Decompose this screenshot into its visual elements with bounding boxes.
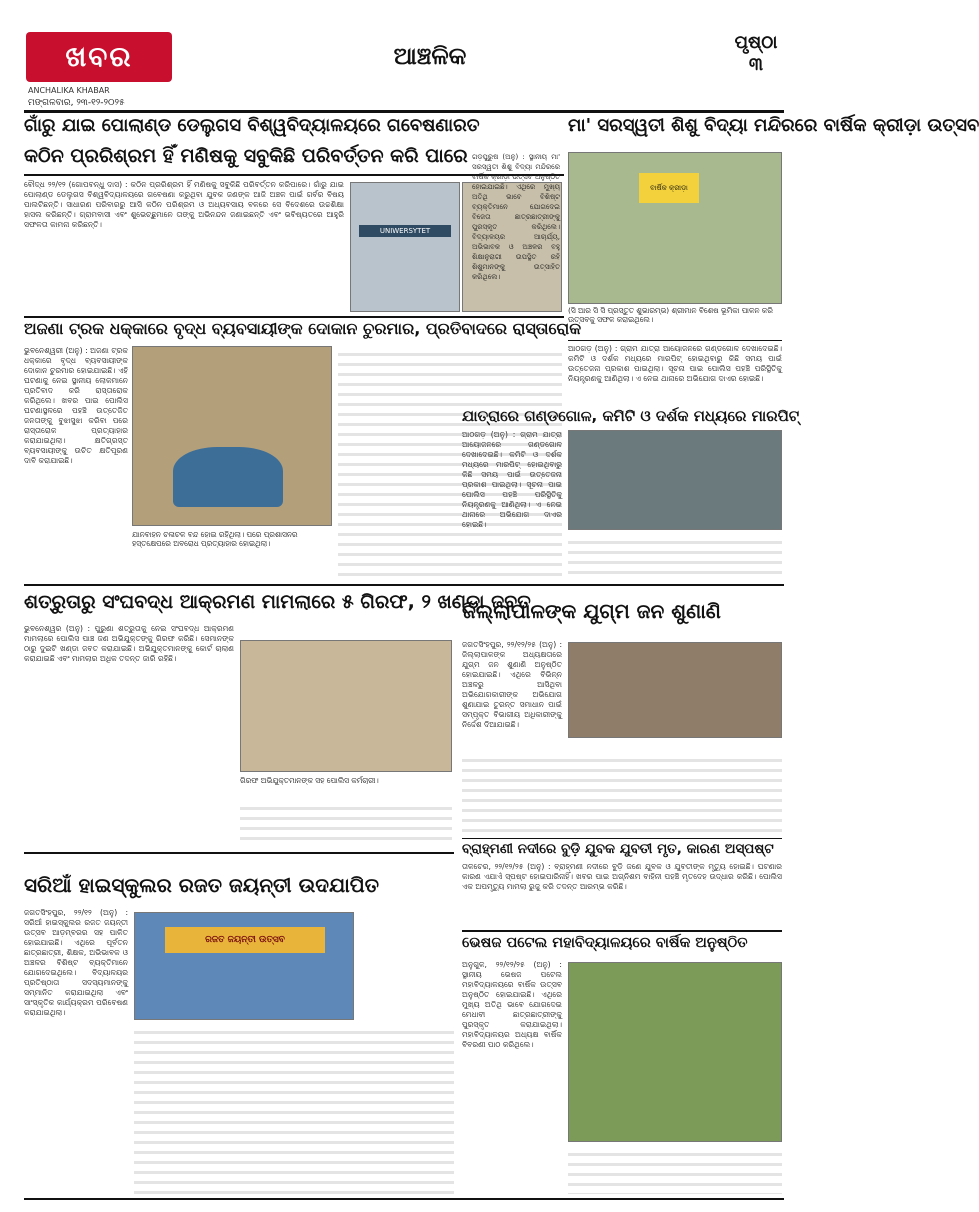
university-sign: UNIWERSYTET <box>359 225 451 237</box>
article-9-body: ଅନୁଗୁଳ, ୨୨/୧୨/୨୫ (ଅନୁ) : ସ୍ଥାନୀୟ ଭେଷଜ ପଟେଲ ମହାବିଦ୍ୟାଳୟରେ ବାର୍ଷିକ ଉତ୍ସବ ଅନୁଷ୍ଠିତ ହୋଇଯାଇଛି। ଏଥିରେ ମୁଖ୍ୟ ଅତିଥି ଭାବେ ଯୋଗଦେଇ ମେଧାବୀ ଛାତ୍ରଛାତ୍ରୀଙ୍କୁ ପୁରସ୍କୃତ କରାଯାଇଥିଲା। ମହାବିଦ୍ୟାଳୟର ଅଧ୍ୟକ୍ଷ ବାର୍ଷିକ ବିବରଣୀ ପାଠ କରିଥିଲେ। <box>462 960 562 1049</box>
article-4-body-cont <box>568 534 782 578</box>
article-5-body-cont <box>240 800 452 840</box>
rule-b <box>24 316 564 318</box>
article-3-body: ଭୁବନେଶ୍ୱରୀ (ଅନୁ) : ଅଜଣା ଟ୍ରକ ଧକ୍କାରେ ବୃଦ୍ଧ ବ୍ୟବସାୟୀଙ୍କ ଦୋକାନ ଚୁରମାର ହୋଇଯାଇଛି। ଏହି ଘଟଣାକୁ ନେଇ ସ୍ଥାନୀୟ ଲୋକମାନେ ପ୍ରତିବାଦ କରି ରାସ୍ତାରୋକ କରିଥିଲେ। ଖବର ପାଇ ପୋଲିସ ଘଟଣାସ୍ଥଳରେ ପହଞ୍ଚି ଉତ୍ତେଜିତ ଜନତାଙ୍କୁ ବୁଝାସୁଝା କରିବା ପରେ ରାସ୍ତାରୋକ ପ୍ରତ୍ୟାହାର କରାଯାଇଥିଲା। କ୍ଷତିଗ୍ରସ୍ତ ବ୍ୟବସାୟୀଙ୍କୁ ଉଚିତ କ୍ଷତିପୂରଣ ଦାବି କରାଯାଇଛି। <box>24 346 128 465</box>
article-4-headline: ଯାତ୍ରାରେ ଗଣ୍ଡଗୋଳ, କମିଟି ଓ ଦର୍ଶକ ମଧ୍ୟରେ ମାରପିଟ୍ <box>462 407 800 425</box>
article-4-photo <box>568 430 782 530</box>
article-1-headline: ଗାଁରୁ ଯାଇ ପୋଲାଣ୍ଡ ଡେଲୁଗସ ବିଶ୍ୱବିଦ୍ୟାଳୟରେ ଗବେଷଣାରତ <box>24 115 480 136</box>
article-2-caption: (ସି ଆର ସି ସି ପ୍ରସ୍ତୁତ ଶୁଭାରମ୍ଭ) ଶ୍ରୀମାନ ବିଶେଷ ଭୂମିକା ପାଳନ କରି ଉତ୍ସବକୁ ସଫଳ କରାଇଥିଲେ। <box>568 306 773 324</box>
article-4-body: ଆଠଗଡ଼ (ଅନୁ) : ଗ୍ରାମ ଯାତ୍ରା ଆୟୋଜନରେ ଗଣ୍ଡଗୋଳ ଦେଖାଦେଇଛି। କମିଟି ଓ ଦର୍ଶକ ମଧ୍ୟରେ ମାରପିଟ୍ ହୋଇଥିବାରୁ କିଛି ସମୟ ପାଇଁ ଉତ୍ତେଜନା ପ୍ରକାଶ ପାଇଥିଲା। ସୂଚନା ପାଇ ପୋଲିସ ପହଞ୍ଚି ପରିସ୍ଥିତିକୁ ନିୟନ୍ତ୍ରଣକୁ ଆଣିଥିଲା। ଏ ନେଇ ଥାନାରେ ଅଭିଯୋଗ ଦାଏର ହୋଇଛି। <box>568 344 782 383</box>
page-number-value: ୩ <box>748 54 764 75</box>
article-8-photo <box>134 912 354 1020</box>
article-7-headline: ବ୍ରାହ୍ମଣୀ ନଦୀରେ ବୁଡ଼ି ଯୁବକ ଯୁବତୀ ମୃତ, କାରଣ ଅସ୍ପଷ୍ଟ <box>462 841 774 857</box>
tarp <box>173 447 283 507</box>
article-5-photo <box>240 640 452 772</box>
issue-date: ମଙ୍ଗଳବାର, ୨୩-୧୨-୨୦୨୫ <box>28 98 125 108</box>
article-3-photo <box>132 346 332 526</box>
article-6-headline: ଜିଲ୍ଲାପାଳଙ୍କ ଯୁଗ୍ମ ଜନ ଶୁଣାଣି <box>462 599 721 623</box>
article-6-body-cont <box>462 752 782 832</box>
sports-board: ବାର୍ଷିକ କ୍ରୀଡ଼ା <box>639 173 699 203</box>
article-9-headline: ଭେଷଜ ପଟେଲ ମହାବିଦ୍ୟାଳୟରେ ବାର୍ଷିକ ଅନୁଷ୍ଠିତ <box>462 935 748 951</box>
article-3-headline: ଅଜଣା ଟ୍ରକ ଧକ୍କାରେ ବୃଦ୍ଧ ବ୍ୟବସାୟୀଙ୍କ ଦୋକାନ ଚୁରମାର, ପ୍ରତିବାଦରେ ରାସ୍ତାରୋକ <box>24 319 582 338</box>
section-title: ଆଞ୍ଚଳିକ <box>393 42 467 70</box>
article-6-photo <box>568 642 782 738</box>
page-number <box>726 32 786 76</box>
article-1-photo <box>350 182 460 312</box>
rule-d <box>24 584 784 586</box>
article-8-body-cont <box>134 1024 454 1194</box>
article-1-subhead: କଠିନ ପ୍ରରିଶ୍ରମ ହିଁ ମଣିଷକୁ ସବୁକିଛି ପରିବର୍ତ୍ତନ କରି ପାରେ <box>24 145 468 167</box>
article-2-headline: ମା' ସରସ୍ୱତୀ ଶିଶୁ ବିଦ୍ୟା ମନ୍ଦିରରେ ବାର୍ଷିକ କ୍ରୀଡ଼ା ଉତ୍ସବ <box>568 115 979 136</box>
article-8-headline: ସରିଆଁ ହାଇସ୍କୁଲର ରଜତ ଜୟନ୍ତୀ ଉଦଯାପିତ <box>24 873 379 897</box>
jubilee-banner: ରଜତ ଜୟନ୍ତୀ ଉତ୍ସବ <box>165 927 325 953</box>
article-7-body: ତାଳଚେର, ୨୨/୧୨/୨୫ (ଅନୁ) : ବ୍ରାହ୍ମଣୀ ନଦୀରେ ବୁଡ଼ି ଜଣେ ଯୁବକ ଓ ଯୁବତୀଙ୍କ ମୃତ୍ୟୁ ହୋଇଛି। ଘଟଣାର କାରଣ ଏଯାଏଁ ସ୍ପଷ୍ଟ ହୋଇପାରିନାହିଁ। ଖବର ପାଇ ଅଗ୍ନିଶମ ବାହିନୀ ପହଞ୍ଚି ମୃତଦେହ ଉଦ୍ଧାର କରିଛି। ପୋଲିସ ଏକ ଅପମୃତ୍ୟୁ ମାମଲା ରୁଜୁ କରି ତଦନ୍ତ ଆରମ୍ଭ କରିଛି। <box>462 862 782 891</box>
rule-c <box>568 340 782 341</box>
rule-e <box>462 838 782 839</box>
footer-rule <box>24 1198 784 1200</box>
article-2-photo <box>568 152 782 304</box>
article-5-caption: ଗିରଫ ଅଭିଯୁକ୍ତମାନଙ୍କ ସହ ପୋଲିସ କର୍ମଚାରୀ। <box>240 776 379 785</box>
article-4-body-left: ଆଠଗଡ଼ (ଅନୁ) : ଗ୍ରାମ ଯାତ୍ରା ଆୟୋଜନରେ ଗଣ୍ଡଗୋଳ ଦେଖାଦେଇଛି। କମିଟି ଓ ଦର୍ଶକ ମଧ୍ୟରେ ମାରପିଟ୍ ହୋଇଥିବାରୁ କିଛି ସମୟ ପାଇଁ ଉତ୍ତେଜନା ପ୍ରକାଶ ପାଇଥିଲା। ସୂଚନା ପାଇ ପୋଲିସ ପହଞ୍ଚି ପରିସ୍ଥିତିକୁ ନିୟନ୍ତ୍ରଣକୁ ଆଣିଥିଲା। ଏ ନେଇ ଥାନାରେ ଅଭିଯୋଗ ଦାଏର ହୋଇଛି। <box>462 430 562 529</box>
newspaper-logo: ଖବର <box>26 32 172 82</box>
article-9-body-cont <box>568 1146 782 1194</box>
article-8-body: ଜଗତସିଂହପୁର, ୨୨/୧୨ (ଅନୁ) : ସରିଆଁ ହାଇସ୍କୁଲର ରଜତ ଜୟନ୍ତୀ ଉତ୍ସବ ଆଡ଼ମ୍ବରର ସହ ପାଳିତ ହୋଇଯାଇଛି। ଏଥିରେ ପୂର୍ବତନ ଛାତ୍ରଛାତ୍ରୀ, ଶିକ୍ଷକ, ଅଭିଭାବକ ଓ ଅଞ୍ଚଳର ବିଶିଷ୍ଟ ବ୍ୟକ୍ତିମାନେ ଯୋଗଦେଇଥିଲେ। ବିଦ୍ୟାଳୟର ପ୍ରତିଷ୍ଠାତା ସଦସ୍ୟମାନଙ୍କୁ ସମ୍ମାନିତ କରାଯାଇଥିଲା ଏବଂ ସାଂସ୍କୃତିକ କାର୍ଯ୍ୟକ୍ରମ ପରିବେଷଣ କରାଯାଇଥିଲା। <box>24 908 128 1017</box>
article-6-body: ଜଗତସିଂହପୁର, ୨୨/୧୨/୨୫ (ଅନୁ) : ଜିଲ୍ଲାପାଳଙ୍କ ଅଧ୍ୟକ୍ଷତାରେ ଯୁଗ୍ମ ଜନ ଶୁଣାଣି ଅନୁଷ୍ଠିତ ହୋଇଯାଇଛି। ଏଥିରେ ବିଭିନ୍ନ ଅଞ୍ଚଳରୁ ଆସିଥିବା ଅଭିଯୋଗକାରୀଙ୍କ ଅଭିଯୋଗ ଶୁଣାଯାଇ ତୁରନ୍ତ ସମାଧାନ ପାଇଁ ସମ୍ପୃକ୍ତ ବିଭାଗୀୟ ଅଧିକାରୀଙ୍କୁ ନିର୍ଦ୍ଦେଶ ଦିଆଯାଇଛି। <box>462 640 562 729</box>
article-3-caption: ଯାନବାହନ ଚଳାଚଳ ବନ୍ଦ ହୋଇ ରହିଥିଲା। ପରେ ପ୍ରଶାସନର ହସ୍ତକ୍ଷେପରେ ଅବରୋଧ ପ୍ରତ୍ୟାହାର ହୋଇଥିଲା। <box>132 530 298 548</box>
page-label: ପୃଷ୍ଠା <box>734 32 778 53</box>
article-2-body: ଗଡ଼ପୁରୁଷ (ଅନୁ) : ସ୍ଥାନୀୟ ମା' ସରସ୍ୱତୀ ଶିଶୁ ବିଦ୍ୟା ମନ୍ଦିରରେ ବାର୍ଷିକ କ୍ରୀଡ଼ା ଉତ୍ସବ ଅନୁଷ୍ଠିତ ହୋଇଯାଇଛି। ଏଥିରେ ମୁଖ୍ୟ ଅତିଥି ଭାବେ ବିଶିଷ୍ଟ ବ୍ୟକ୍ତିମାନେ ଯୋଗଦେଇ ବିଜେତା ଛାତ୍ରଛାତ୍ରୀଙ୍କୁ ପୁରସ୍କୃତ କରିଥିଲେ। ବିଦ୍ୟାଳୟର ଆଚାର୍ଯ୍ୟ, ଅଭିଭାବକ ଓ ଅଞ୍ଚଳର ବହୁ ଶିକ୍ଷାନୁରାଗୀ ଉପସ୍ଥିତ ରହି ଶିଶୁମାନଙ୍କୁ ଉତ୍ସାହିତ କରିଥିଲେ। <box>472 153 560 281</box>
rule-f <box>24 852 454 854</box>
article-1-body: ବୌଦ୍ଧ ୨୨/୧୨ (ଗୋପବନ୍ଧୁ ଦାସ) : କଠିନ ପ୍ରରିଶ୍ରମ ହିଁ ମଣିଷକୁ ସବୁକିଛି ପରିବର୍ତ୍ତନ କରିପାରେ। ଗାଁରୁ ଯାଇ ପୋଲାଣ୍ଡ ଡେଲୁଗସ ବିଶ୍ୱବିଦ୍ୟାଳୟରେ ଗବେଷଣା କରୁଥିବା ଯୁବକ ଜଣଙ୍କ ଆଜି ଅଞ୍ଚଳ ପାଇଁ ଗର୍ବର ବିଷୟ ପାଲଟିଛନ୍ତି। ସାଧାରଣ ପରିବାରରୁ ଆସି କଠିନ ପରିଶ୍ରମ ଓ ଅଧ୍ୟବସାୟ ବଳରେ ସେ ବିଦେଶରେ ଉଚ୍ଚଶିକ୍ଷା ହାସଲ କରିଛନ୍ତି। ଗ୍ରାମବାସୀ ଏବଂ ଶୁଭେଚ୍ଛୁମାନେ ତାଙ୍କୁ ଅଭିନନ୍ଦନ ଜଣାଇଛନ୍ତି ଏବଂ ଭବିଷ୍ୟତରେ ଆହୁରି ସଫଳତା କାମନା କରିଛନ୍ତି। <box>24 180 344 229</box>
article-5-headline: ଶତ୍ରୁତାରୁ ସଂଘବଦ୍ଧ ଆକ୍ରମଣ ମାମଲାରେ ୫ ଗିରଫ, ୨ ଖଣ୍ଡା ଜବତ <box>24 591 531 613</box>
logo-tagline: ANCHALIKA KHABAR <box>28 86 110 95</box>
article-9-photo <box>568 962 782 1142</box>
masthead-rule <box>24 110 784 113</box>
rule-g <box>462 930 782 932</box>
article-5-body: ଭୁବନେଶ୍ୱର (ଅନୁ) : ପୁରୁଣା ଶତ୍ରୁତାକୁ ନେଇ ସଂଘବଦ୍ଧ ଆକ୍ରମଣ ମାମଲାରେ ପୋଲିସ ପାଞ୍ଚ ଜଣ ଅଭିଯୁକ୍ତଙ୍କୁ ଗିରଫ କରିଛି। ସେମାନଙ୍କ ଠାରୁ ଦୁଇଟି ଖଣ୍ଡା ଜବତ କରାଯାଇଛି। ଅଭିଯୁକ୍ତମାନଙ୍କୁ କୋର୍ଟ ଚାଲାଣ କରାଯାଇଛି ଏବଂ ମାମଲାର ଅଧିକ ତଦନ୍ତ ଜାରି ରହିଛି। <box>24 624 234 663</box>
